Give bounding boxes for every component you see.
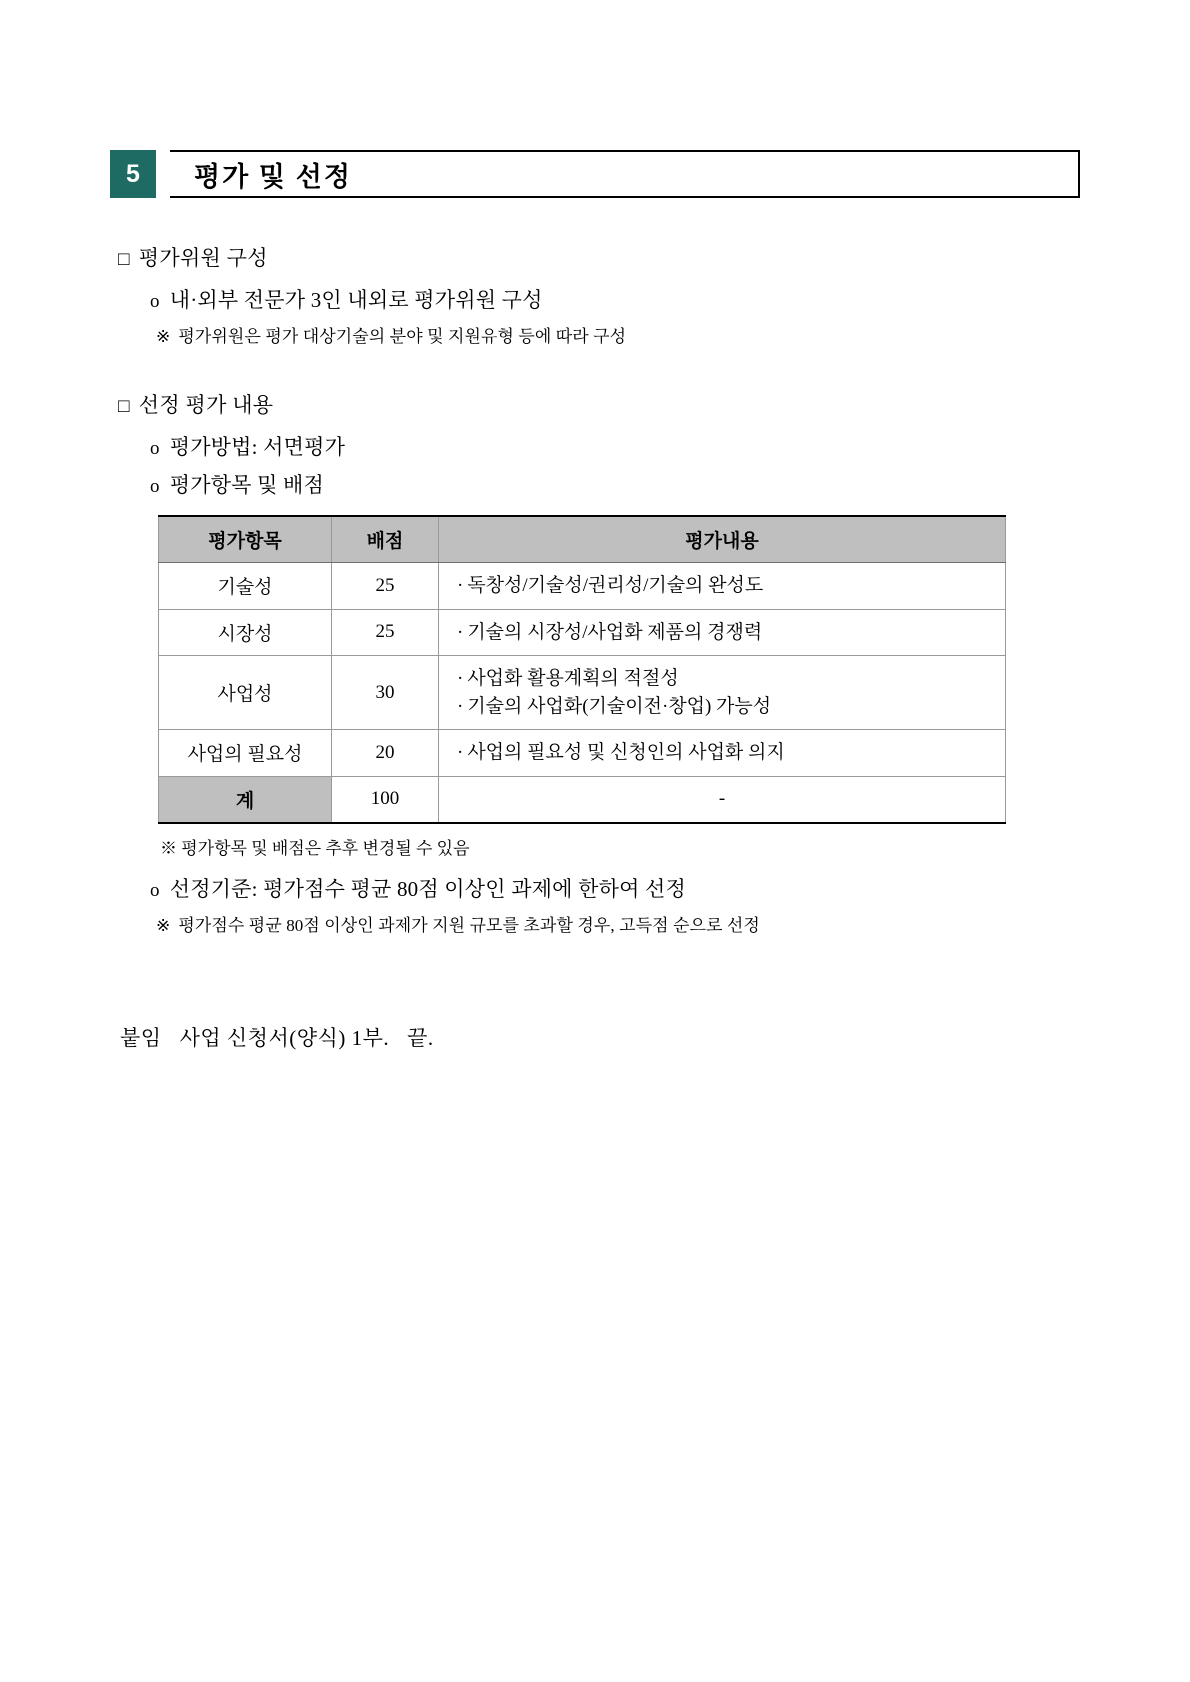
table-row <box>159 609 1006 656</box>
table-row <box>159 563 1006 610</box>
note-selection-criteria <box>156 911 1080 936</box>
subitem-text: 평가항목 및 배점 <box>169 473 325 497</box>
cell-points: 25 <box>332 609 439 656</box>
header-category: 평가항목 <box>159 516 332 563</box>
section-title-box <box>170 150 1080 198</box>
evaluation-table <box>158 515 1006 824</box>
content-line <box>457 693 999 721</box>
bullet-dot-icon: · <box>457 742 464 764</box>
subitem-text: 선정기준: 평가점수 평균 80점 이상인 과제에 한하여 선정 <box>169 876 686 901</box>
table-row <box>159 730 1006 777</box>
subitem-selection-criteria <box>150 873 1080 903</box>
section-header <box>110 150 1080 198</box>
bullet-dot-icon: · <box>457 621 464 643</box>
table-row-total <box>159 776 1006 823</box>
heading-evaluation-content <box>118 389 1080 419</box>
subitem-text: 평가방법: 서면평가 <box>169 435 346 459</box>
square-marker-icon: □ <box>118 396 130 417</box>
content-line <box>457 665 999 693</box>
table-header-row <box>159 516 1006 563</box>
circle-marker-icon: o <box>150 438 160 459</box>
attachment-line <box>120 1022 1080 1052</box>
block-evaluation-committee <box>110 242 1080 347</box>
heading-text: 선정 평가 내용 <box>138 393 274 417</box>
note-text: 평가점수 평균 80점 이상인 과제가 지원 규모를 초과할 경우, 고득점 순으로 선정 <box>178 915 760 935</box>
cell-category: 기술성 <box>159 563 332 610</box>
content-text: 기술의 사업화(기술이전·창업) 가능성 <box>467 695 772 717</box>
cell-total-label: 계 <box>159 776 332 823</box>
content-text: 사업의 필요성 및 신청인의 사업화 의지 <box>467 742 785 764</box>
note-table-change <box>160 834 1080 859</box>
circle-marker-icon: o <box>150 879 160 901</box>
cell-content <box>439 730 1006 777</box>
cell-category: 사업성 <box>159 656 332 730</box>
bullet-dot-icon: · <box>457 695 464 717</box>
subitem-committee-composition <box>150 284 1080 314</box>
cell-total-content: - <box>439 776 1006 823</box>
section-title: 평가 및 선정 <box>194 161 352 192</box>
header-content: 평가내용 <box>439 516 1006 563</box>
document-end-mark: 끝. <box>407 1025 434 1050</box>
evaluation-table-wrapper <box>158 515 1006 824</box>
cell-total-points: 100 <box>332 776 439 823</box>
content-text: 기술의 시장성/사업화 제품의 경쟁력 <box>467 621 763 643</box>
note-text: 평가위원은 평가 대상기술의 분야 및 지원유형 등에 따라 구성 <box>178 327 627 346</box>
content-text: 사업화 활용계획의 적절성 <box>467 668 679 690</box>
reference-marker-icon: ※ <box>160 838 177 858</box>
bullet-dot-icon: · <box>457 575 464 596</box>
section-number: 5 <box>110 150 156 198</box>
subitem-text: 내·외부 전문가 3인 내외로 평가위원 구성 <box>169 288 543 312</box>
content-text: 독창성/기술성/권리성/기술의 완성도 <box>467 575 764 596</box>
attachment-label: 붙임 <box>120 1025 162 1050</box>
header-points: 배점 <box>332 516 439 563</box>
note-text: 평가항목 및 배점은 추후 변경될 수 있음 <box>181 838 470 858</box>
cell-category: 시장성 <box>159 609 332 656</box>
content-line <box>457 619 999 647</box>
circle-marker-icon: o <box>150 476 160 497</box>
table-row <box>159 656 1006 730</box>
reference-marker-icon: ※ <box>156 327 171 346</box>
square-marker-icon: □ <box>118 249 130 270</box>
subitem-evaluation-items <box>150 469 1080 499</box>
cell-points: 30 <box>332 656 439 730</box>
spacer <box>110 355 1080 389</box>
cell-content <box>439 656 1006 730</box>
table-header <box>159 516 1006 563</box>
cell-category: 사업의 필요성 <box>159 730 332 777</box>
cell-points: 20 <box>332 730 439 777</box>
reference-marker-icon: ※ <box>156 915 171 935</box>
note-committee-composition <box>156 322 1080 347</box>
heading-evaluation-committee <box>118 242 1080 272</box>
cell-points: 25 <box>332 563 439 610</box>
bullet-dot-icon: · <box>457 668 464 690</box>
content-line <box>457 739 999 767</box>
heading-text: 평가위원 구성 <box>138 246 268 270</box>
subitem-evaluation-method <box>150 431 1080 461</box>
block-evaluation-content <box>110 389 1080 936</box>
content-line <box>457 572 999 600</box>
circle-marker-icon: o <box>150 291 160 312</box>
table-body <box>159 563 1006 823</box>
cell-content <box>439 609 1006 656</box>
cell-content <box>439 563 1006 610</box>
attachment-text: 사업 신청서(양식) 1부. <box>179 1025 390 1050</box>
